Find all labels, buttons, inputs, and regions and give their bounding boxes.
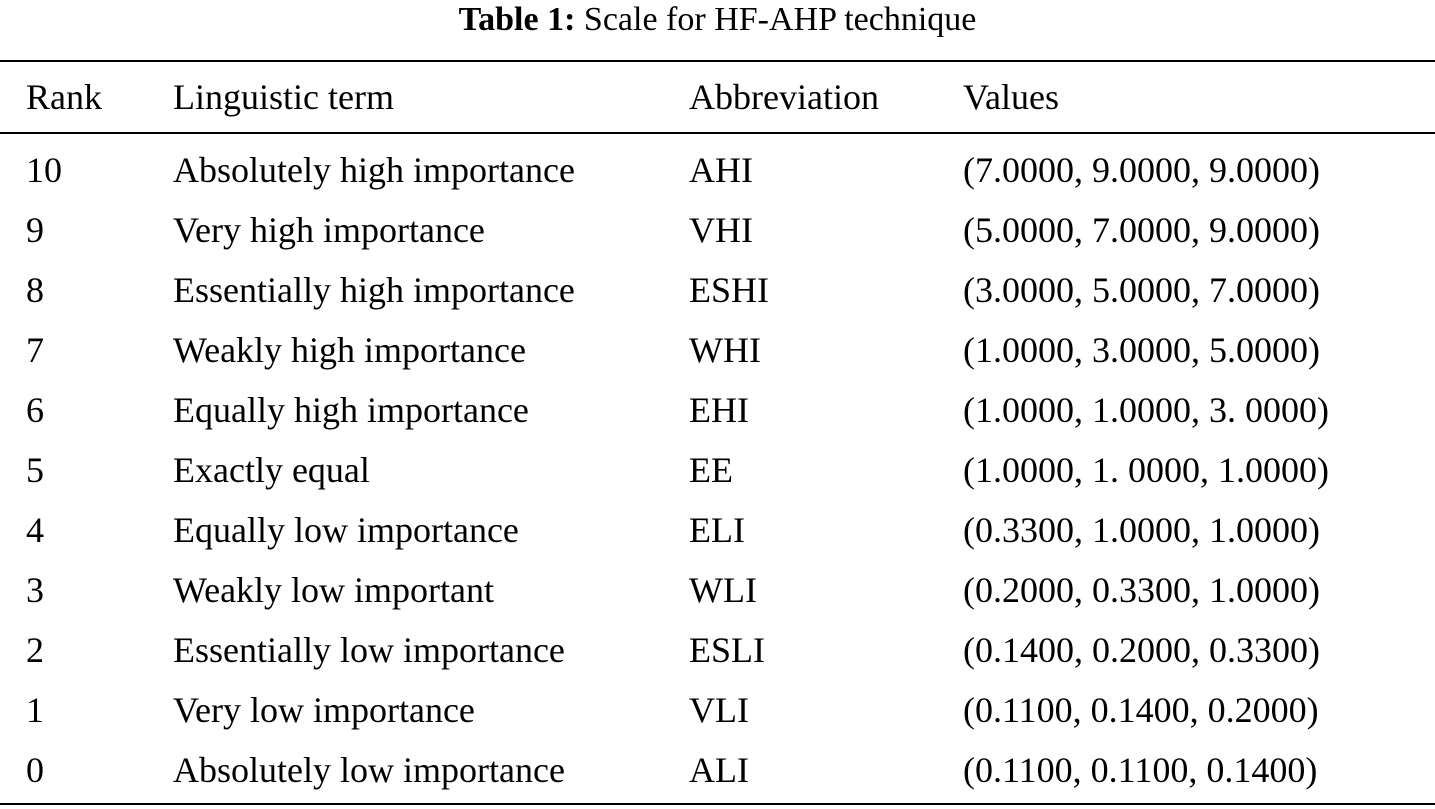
cell-abbreviation: ESHI (689, 270, 769, 310)
cell-values: (5.0000, 7.0000, 9.0000) (963, 210, 1320, 250)
cell-abbreviation: ELI (689, 510, 745, 550)
cell-values: (0.1100, 0.1400, 0.2000) (963, 690, 1319, 730)
cell-abbreviation: VLI (689, 690, 749, 730)
cell-values: (1.0000, 1. 0000, 1.0000) (963, 450, 1329, 490)
cell-values: (0.3300, 1.0000, 1.0000) (963, 510, 1320, 550)
cell-rank: 2 (26, 630, 44, 670)
cell-abbreviation: EHI (689, 390, 749, 430)
top-rule (0, 60, 1435, 62)
cell-abbreviation: ALI (689, 750, 749, 790)
table-row (0, 260, 1435, 320)
cell-values: (0.1400, 0.2000, 0.3300) (963, 630, 1320, 670)
table-row (0, 500, 1435, 560)
cell-abbreviation: AHI (689, 150, 753, 190)
cell-linguistic-term: Essentially low importance (173, 630, 565, 670)
cell-rank: 3 (26, 570, 44, 610)
table-row (0, 200, 1435, 260)
header-rule (0, 132, 1435, 134)
cell-linguistic-term: Weakly high importance (173, 330, 526, 370)
bottom-rule (0, 803, 1435, 805)
cell-linguistic-term: Weakly low important (173, 570, 495, 610)
table-caption (0, 0, 1435, 40)
caption-label: Table 1: (458, 1, 576, 38)
header-linguistic-term: Linguistic term (173, 77, 394, 117)
cell-abbreviation: VHI (689, 210, 753, 250)
table-row (0, 560, 1435, 620)
cell-linguistic-term: Absolutely high importance (173, 150, 575, 190)
cell-rank: 10 (26, 150, 62, 190)
cell-rank: 6 (26, 390, 44, 430)
table-row (0, 740, 1435, 800)
cell-rank: 5 (26, 450, 44, 490)
cell-linguistic-term: Equally high importance (173, 390, 529, 430)
cell-rank: 9 (26, 210, 44, 250)
cell-abbreviation: ESLI (689, 630, 765, 670)
caption-text: Scale for HF-AHP technique (583, 1, 977, 38)
cell-linguistic-term: Very high importance (173, 210, 485, 250)
cell-values: (1.0000, 1.0000, 3. 0000) (963, 390, 1329, 430)
cell-values: (0.1100, 0.1100, 0.1400) (963, 750, 1318, 790)
cell-values: (3.0000, 5.0000, 7.0000) (963, 270, 1320, 310)
cell-linguistic-term: Equally low importance (173, 510, 519, 550)
table-row (0, 320, 1435, 380)
header-values: Values (963, 77, 1059, 117)
cell-abbreviation: WLI (689, 570, 757, 610)
cell-linguistic-term: Essentially high importance (173, 270, 575, 310)
table-row (0, 380, 1435, 440)
cell-values: (7.0000, 9.0000, 9.0000) (963, 150, 1320, 190)
cell-abbreviation: WHI (689, 330, 761, 370)
table-row (0, 620, 1435, 680)
cell-linguistic-term: Exactly equal (173, 450, 370, 490)
header-rank: Rank (26, 77, 102, 117)
table-row (0, 140, 1435, 200)
cell-linguistic-term: Very low importance (173, 690, 475, 730)
cell-rank: 4 (26, 510, 44, 550)
cell-rank: 0 (26, 750, 44, 790)
table-header-row (0, 67, 1435, 127)
cell-rank: 7 (26, 330, 44, 370)
cell-values: (1.0000, 3.0000, 5.0000) (963, 330, 1320, 370)
cell-abbreviation: EE (689, 450, 733, 490)
table-row (0, 440, 1435, 500)
cell-linguistic-term: Absolutely low importance (173, 750, 565, 790)
cell-rank: 1 (26, 690, 44, 730)
table-row (0, 680, 1435, 740)
header-abbreviation: Abbreviation (689, 77, 879, 117)
cell-values: (0.2000, 0.3300, 1.0000) (963, 570, 1320, 610)
cell-rank: 8 (26, 270, 44, 310)
